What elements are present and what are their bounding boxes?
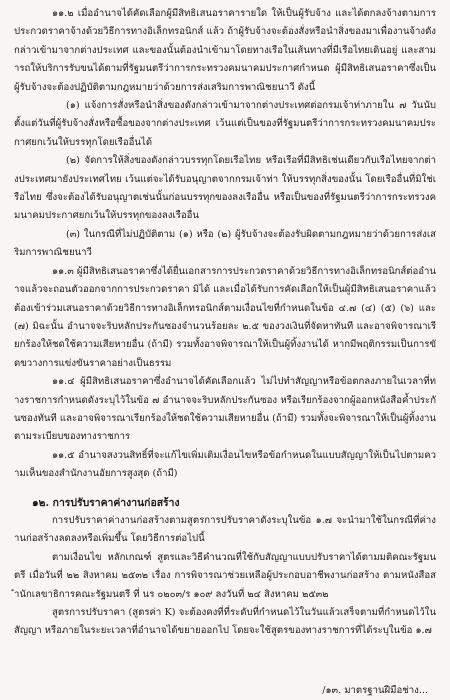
section-12-paragraph-2: ตามเงื่อนไข หลักเกณฑ์ สูตรและวิธีคำนวณที่ใช้กับสัญญาแบบปรับราคาได้ตามมติคณะรัฐมนตรี เมื่อวันที่ ๒๒ สิงหาคม ๒๕๓๒ เรื่อง การพิจารณาช่วยเหลือผู้ประกอบอาชีพงานก่อสร้าง ตามหนังสือสำนักเลขาธิการคณะรัฐมนตรี ที่ นร ๐๒๐๓/ร ๑๐๙ ลงวันที่ ๒๔ สิงหาคม ๒๕๓๒ [14, 551, 436, 600]
clause-11-4: ๑๑.๔ ผู้มีสิทธิเสนอราคาซึ่งอำนาจได้คัดเลือกแล้ว ไม่ไปทำสัญญาหรือข้อตกลงภายในเวลาที่ทางราชการกำหนดดังระบุไว้ในข้อ ๗ อำนาจจะริบหลักประกันซอง หรือเรียกร้องจากผู้ออกหนังสือค้ำประกันซองทันที และอาจพิจารณาเรียกร้องให้ชดใช้ความเสียหายอื่น (ถ้ามี) รวมทั้งจะพิจารณาให้เป็นผู้ทิ้งงานตามระเบียบของทางราชการ [14, 376, 436, 443]
clause-11-3: ๑๑.๓ ผู้มีสิทธิเสนอราคาซึ่งได้ยื่นเอกสารการประกวดราคาด้วยวิธีการทางอิเล็กทรอนิกส์ต่ออำนาจแล้วจะถอนตัวออกจากการประกวดราคา มิได้ และเมื่อได้รับการคัดเลือกให้เป็นผู้มีสิทธิเสนอราคาแล้วต้องเข้าร่วมเสนอราคาด้วยวิธีการทางอิเล็กทรอนิกส์ตามเงื่อนไขที่กำหนดในข้อ ๔.๗ (๔) (๕) (๖) และ (๗) มิฉะนั้น อำนาจจะริบหลักประกันซองจำนวนร้อยละ ๒.๕ ของวงเงินที่จัดหาทันที และอาจพิจารณาเรียกร้องให้ชดใช้ความเสียหายอื่น (ถ้ามี) รวมทั้งอาจพิจารณาให้เป็นผู้ทิ้งงานได้ หากมีพฤติกรรมเป็นการขัดขวางการแข่งขันราคาอย่างเป็นธรรม [14, 265, 436, 369]
section-12-heading: ๑๒. การปรับราคาค่างานก่อสร้าง [32, 496, 180, 509]
section-12-paragraph-3: สูตรการปรับราคา (สูตรค่า K) จะต้องคงที่ที่ระดับที่กำหนดไว้ในวันแล้วเสร็จตามที่กำหนดไว้ในสัญญา หรือภายในระยะเวลาที่อำนาจได้ขยายออกไป โดยจะใช้สูตรของทางราชการที่ได้ระบุในข้อ ๑.๗ [14, 607, 436, 637]
section-12-paragraph-1: การปรับราคาค่างานก่อสร้างตามสูตรการปรับราคาดังระบุในข้อ ๑.๗ จะนำมาใช้ในกรณีที่ค่างานก่อสร้างลดลงหรือเพิ่มขึ้น โดยวิธีการต่อไปนี้ [14, 514, 436, 545]
clause-11-5: ๑๑.๕ อำนาจสงวนสิทธิ์ที่จะแก้ไขเพิ่มเติมเงื่อนไขหรือข้อกำหนดในแบบสัญญาให้เป็นไปตามความเห็นของสำนักงานอัยการสูงสุด (ถ้ามี) [14, 449, 436, 480]
continued-marker: /๑๓. มาตรฐานฝีมือช่าง... [322, 685, 428, 696]
clause-11-2-item-3: (๓) ในกรณีที่ไม่ปฏิบัติตาม (๑) หรือ (๒) ผู้รับจ้างจะต้องรับผิดตามกฎหมายว่าด้วยการส่งเสริมการพาณิชยนาวี [14, 228, 436, 259]
clause-11-2: ๑๑.๒ เมื่ออำนาจได้คัดเลือกผู้มีสิทธิเสนอราคารายใด ให้เป็นผู้รับจ้าง และได้ตกลงจ้างตามการประกวดราคาจ้างด้วยวิธีการทางอิเล็กทรอนิกส์ แล้ว ถ้าผู้รับจ้างจะต้องสั่งหรือนำสิ่งของมาเพื่องานจ้างดังกล่าวเข้ามาจากต่างประเทศ และของนั้นต้องนำเข้ามาโดยทางเรือในเส้นทางที่มีเรือไทยเดินอยู่ และสามารถให้บริการรับขนได้ตามที่รัฐมนตรีว่าการกระทรวงคมนาคมประกาศกำหนด ผู้มีสิทธิเสนอราคาซึ่งเป็นผู้รับจ้างจะต้องปฏิบัติตามกฎหมายว่าด้วยการส่งเสริมการพาณิชยนาวี ดังนี้ [14, 8, 436, 93]
clause-11-2-item-2: (๒) จัดการให้สิ่งของดังกล่าวบรรทุกโดยเรือไทย หรือเรือที่มีสิทธิเช่นเดียวกับเรือไทยจากต่างประเทศมายังประเทศไทย เว้นแต่จะได้รับอนุญาตจากกรมเจ้าท่า ให้บรรทุกสิ่งของนั้น โดยเรืออื่นที่มิใช่เรือไทย ซึ่งจะต้องได้รับอนุญาตเช่นนั้นก่อนบรรทุกของลงเรืออื่น หรือเป็นของที่รัฐมนตรีว่าการกระทรวงคมนาคมประกาศยกเว้นให้บรรทุกของลงเรืออื่น [14, 155, 436, 222]
clause-11-2-item-1: (๑) แจ้งการสั่งหรือนำสิ่งของดังกล่าวเข้ามาจากต่างประเทศต่อกรมเจ้าท่าภายใน ๗ วันนับตั้งแต่วันที่ผู้รับจ้างสั่งหรือซื้อของจากต่างประเทศ เว้นแต่เป็นของที่รัฐมนตรีว่าการกระทรวงคมนาคมประกาศยกเว้นให้บรรทุกโดยเรืออื่นได้ [14, 100, 436, 148]
